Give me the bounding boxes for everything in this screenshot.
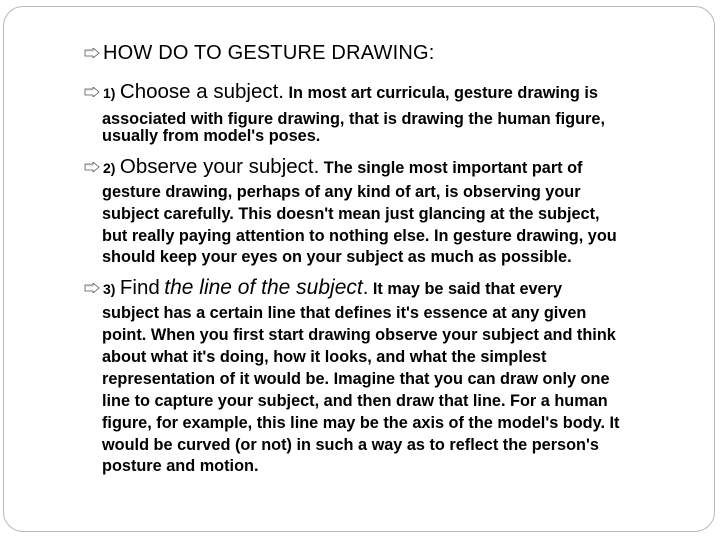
arrow-bullet-icon: [84, 48, 100, 58]
item-text: point. When you first start drawing observe your subject and think: [102, 326, 616, 344]
arrow-bullet-icon: [84, 162, 100, 172]
slide-heading: [84, 40, 435, 66]
item-title: Observe your subject.: [119, 155, 320, 178]
heading-text: HOW DO TO GESTURE DRAWING:: [103, 42, 435, 64]
list-item: [84, 276, 562, 300]
item-number: 1): [103, 85, 116, 101]
item-title-period: .: [362, 276, 369, 299]
item-title-italic: the line of the subject: [164, 276, 363, 299]
item-text: but really paying attention to nothing else. In gesture drawing, you: [102, 227, 617, 245]
item-title: Choose a subject.: [119, 80, 285, 103]
item-text: line to capture your subject, and then draw that line. For a human: [102, 392, 608, 410]
item-text: posture and motion.: [102, 457, 259, 475]
item-text: usually from model's poses.: [102, 127, 321, 145]
item-text: In most art curricula, gesture drawing is: [288, 84, 598, 102]
arrow-bullet-icon: [84, 283, 100, 293]
item-text: It may be said that every: [372, 280, 563, 298]
item-text: associated with figure drawing, that is drawing the human figure,: [102, 110, 605, 128]
item-text: would be curved (or not) in such a way as to reflect the person's: [102, 436, 599, 454]
item-text: The single most important part of: [323, 159, 583, 177]
list-item: [84, 155, 582, 179]
item-text: should keep your eyes on your subject as much as possible.: [102, 248, 572, 266]
item-text: figure, for example, this line may be the axis of the model's body. It: [102, 414, 620, 432]
item-number: 3): [103, 281, 116, 297]
arrow-bullet-icon: [84, 87, 100, 97]
item-text: representation of it would be. Imagine that you can draw only one: [102, 370, 610, 388]
item-text: about what it's doing, how it looks, and what the simplest: [102, 348, 547, 366]
item-text: gesture drawing, perhaps of any kind of art, is observing your: [102, 183, 581, 201]
item-text: subject has a certain line that defines it's essence at any given: [102, 304, 587, 322]
item-title: Find: [119, 276, 160, 299]
list-item: [84, 80, 598, 104]
item-number: 2): [103, 160, 116, 176]
item-text: subject carefully. This doesn't mean just glancing at the subject,: [102, 205, 600, 223]
